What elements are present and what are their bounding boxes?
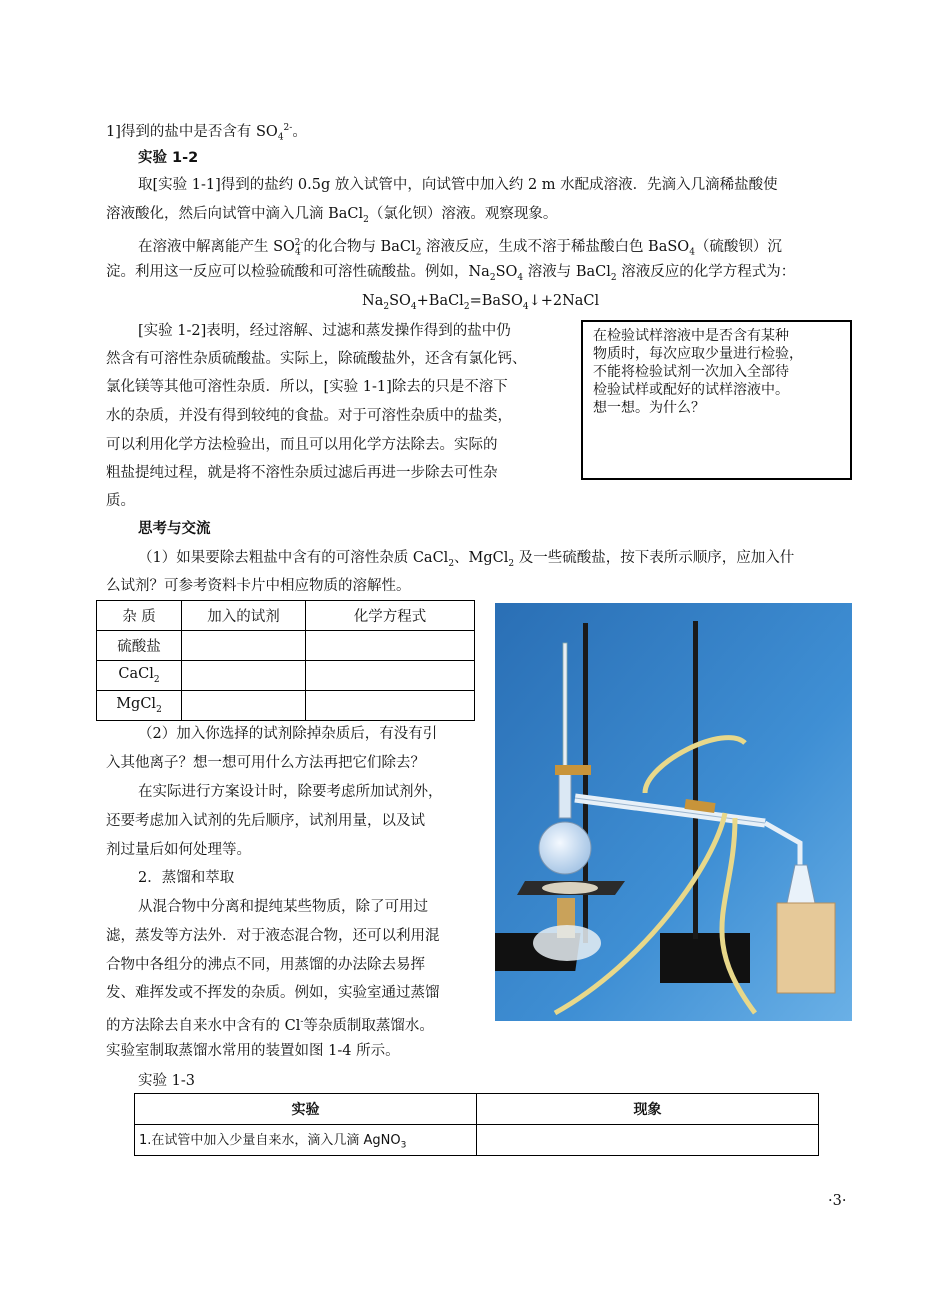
text: （氯化钡）溶液。观察现象。 bbox=[368, 206, 558, 222]
section-heading: 2．蒸馏和萃取 bbox=[138, 870, 235, 886]
table-header-cell: 实验 bbox=[135, 1094, 477, 1125]
experiment-table bbox=[134, 1093, 819, 1156]
text: 等杂质制取蒸馏水。 bbox=[303, 1017, 434, 1034]
text: 溶液反应，生成不溶于稀盐酸白色 BaSO bbox=[421, 238, 690, 255]
subscript: 2 bbox=[489, 272, 496, 283]
text: 溶液反应的化学方程式为： bbox=[616, 264, 796, 280]
subscript: 2 bbox=[383, 301, 390, 312]
subscript: 4 bbox=[410, 301, 417, 312]
paragraph-line: 合物中各组分的沸点不同，用蒸馏的办法除去易挥 bbox=[106, 957, 425, 973]
impurity-table bbox=[96, 600, 475, 721]
experiment-1-3-title: 实验 1-3 bbox=[138, 1073, 195, 1089]
paragraph-line: 然含有可溶性杂质硫酸盐。实际上，除硫酸盐外，还含有氯化钙、 bbox=[106, 351, 527, 367]
text: +BaCl bbox=[416, 293, 464, 309]
subscript: 4 bbox=[689, 247, 695, 258]
paragraph-line: 水的杂质，并没有得到较纯的食盐。对于可溶性杂质中的盐类， bbox=[106, 408, 512, 424]
table-cell bbox=[135, 1125, 477, 1156]
subscript: 4 bbox=[517, 272, 524, 283]
table-cell-empty bbox=[306, 691, 475, 721]
paragraph-line bbox=[106, 261, 795, 289]
subscript: 4 bbox=[294, 247, 301, 258]
text: （硫酸钡）沉 bbox=[694, 238, 782, 255]
subscript: 2 bbox=[508, 558, 515, 569]
subscript: 2 bbox=[153, 674, 160, 685]
paragraph-line: 在实际进行方案设计时，除要考虑所加试剂外， bbox=[138, 784, 443, 800]
table-cell-empty bbox=[306, 631, 475, 661]
paragraph-line: [实验 1-2]表明，经过溶解、过滤和蒸发操作得到的盐中仍 bbox=[138, 323, 511, 339]
table-header-cell: 现象 bbox=[477, 1094, 819, 1125]
paragraph-line: 发、难挥发或不挥发的杂质。例如，实验室通过蒸馏 bbox=[106, 985, 440, 1001]
table-header-cell: 杂 质 bbox=[97, 601, 182, 631]
text: 溶液酸化，然后向试管中滴入几滴 BaCl bbox=[106, 206, 364, 222]
subscript: 2 bbox=[448, 558, 455, 569]
distillation-apparatus-illustration bbox=[495, 603, 852, 1021]
superscript: - bbox=[300, 1017, 304, 1027]
text: 淀。利用这一反应可以检验硫酸和可溶性硫酸盐。例如，Na bbox=[106, 264, 490, 280]
text: 在溶液中解离能产生 SO bbox=[138, 238, 295, 255]
text: 溶液与 BaCl bbox=[523, 264, 611, 280]
text: CaCl bbox=[118, 666, 154, 683]
paragraph-line bbox=[138, 232, 782, 264]
paragraph-line bbox=[138, 547, 794, 575]
note-line: 物质时，每次应取少量进行检验， bbox=[593, 346, 803, 362]
page-number: ·3· bbox=[828, 1193, 847, 1209]
text: 1.在试管中加入少量自来水，滴入几滴 AgNO bbox=[139, 1133, 401, 1149]
subscript: 2 bbox=[363, 214, 369, 225]
text: 及一些硫酸盐，按下表所示顺序，应加入什 bbox=[514, 550, 795, 566]
paragraph-line: 还要考虑加入试剂的先后顺序，试剂用量，以及试 bbox=[106, 813, 425, 829]
text-line bbox=[106, 117, 307, 149]
text: SO bbox=[389, 293, 411, 309]
paragraph-line: 粗盐提纯过程，就是将不溶性杂质过滤后再进一步除去可性杂 bbox=[106, 465, 498, 481]
table-cell-empty bbox=[182, 691, 306, 721]
paragraph-line: （2）加入你选择的试剂除掉杂质后，有没有引 bbox=[138, 726, 438, 742]
note-box bbox=[581, 320, 852, 480]
distillation-apparatus-photo bbox=[495, 603, 852, 1021]
table-header-cell: 加入的试剂 bbox=[182, 601, 306, 631]
table-header-row bbox=[97, 601, 475, 631]
note-line: 不能将检验试剂一次加入全部待 bbox=[593, 364, 789, 380]
table-cell: 硫酸盐 bbox=[97, 631, 182, 661]
table-row bbox=[135, 1125, 819, 1156]
paragraph-line: 质。 bbox=[106, 493, 135, 509]
text: 、MgCl bbox=[454, 550, 509, 566]
subscript: 3 bbox=[400, 1140, 407, 1151]
text: 1]得到的盐中是否含有 SO bbox=[106, 123, 278, 140]
table-cell bbox=[97, 661, 182, 691]
table-header-row bbox=[135, 1094, 819, 1125]
subscript: 4 bbox=[277, 132, 284, 143]
note-line: 在检验试样溶液中是否含有某种 bbox=[593, 328, 789, 344]
experiment-1-2-title: 实验 1-2 bbox=[138, 150, 199, 166]
paragraph-line: 取[实验 1-1]得到的盐约 0.5g 放入试管中，向试管中加入约 2 m 水配成溶液．先滴入几滴稀盐酸使 bbox=[138, 177, 778, 193]
text: （1）如果要除去粗盐中含有的可溶性杂质 CaCl bbox=[138, 550, 449, 566]
think-and-discuss-title: 思考与交流 bbox=[138, 521, 211, 537]
paragraph-line: 滤，蒸发等方法外．对于液态混合物，还可以利用混 bbox=[106, 928, 440, 944]
table-cell-empty bbox=[182, 661, 306, 691]
table-row bbox=[97, 691, 475, 721]
paragraph-line: 实验室制取蒸馏水常用的装置如图 1-4 所示。 bbox=[106, 1043, 400, 1059]
text: MgCl bbox=[116, 696, 157, 713]
note-line: 检验试样或配好的试样溶液中。 bbox=[593, 382, 789, 398]
table-row bbox=[97, 631, 475, 661]
paragraph-line: 入其他离子？想一想可用什么方法再把它们除去？ bbox=[106, 755, 425, 771]
table-cell-empty bbox=[477, 1125, 819, 1156]
table-cell-empty bbox=[182, 631, 306, 661]
table-cell-empty bbox=[306, 661, 475, 691]
subscript: 2 bbox=[156, 704, 162, 715]
text: Na bbox=[362, 293, 384, 309]
text: =BaSO bbox=[469, 293, 523, 309]
paragraph-line: 可以利用化学方法检验出，而且可以用化学方法除去。实际的 bbox=[106, 437, 498, 453]
superscript: 2- bbox=[283, 123, 293, 133]
text: 。 bbox=[292, 123, 307, 140]
subscript: 2 bbox=[463, 301, 470, 312]
superscript: 2- bbox=[294, 238, 304, 248]
paragraph-line: 氯化镁等其他可溶性杂质．所以，[实验 1-1]除去的只是不溶下 bbox=[106, 379, 508, 395]
subscript: 2 bbox=[415, 247, 422, 258]
text: 的化合物与 BaCl bbox=[303, 238, 416, 255]
paragraph-line: 从混合物中分离和提纯某些物质，除了可用过 bbox=[138, 899, 428, 915]
paragraph-line: 剂过量后如何处理等。 bbox=[106, 842, 251, 858]
text: 的方法除去自来水中含有的 Cl bbox=[106, 1017, 301, 1034]
table-header-cell: 化学方程式 bbox=[306, 601, 475, 631]
paragraph-line bbox=[106, 1011, 434, 1037]
chemical-equation bbox=[362, 290, 599, 318]
subscript: 2 bbox=[610, 272, 617, 283]
subscript: 4 bbox=[522, 301, 529, 312]
paragraph-line bbox=[106, 203, 557, 231]
note-line: 想一想。为什么？ bbox=[593, 400, 705, 416]
text: SO bbox=[495, 264, 518, 280]
paragraph-line: 么试剂？可参考资料卡片中相应物质的溶解性。 bbox=[106, 578, 411, 594]
text: ↓+2NaCl bbox=[528, 293, 600, 309]
table-row bbox=[97, 661, 475, 691]
table-cell bbox=[97, 691, 182, 721]
